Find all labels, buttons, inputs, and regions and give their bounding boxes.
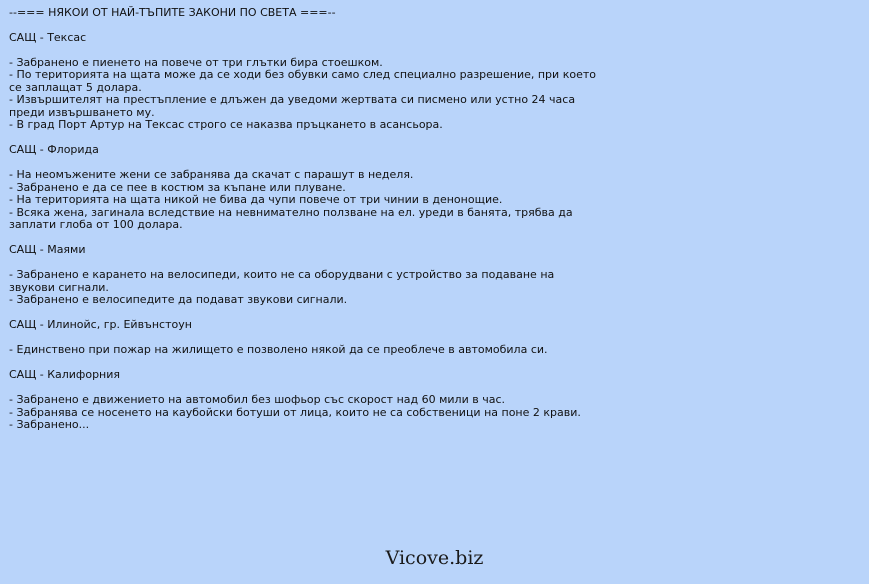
law-item: - Забранено... [9, 418, 90, 431]
law-item: - Всяка жена, загинала вследствие на невнимателно ползване на ел. уреди в банята, трябва да заплати глоба от 100 долара. [9, 205, 573, 231]
section-heading: САЩ - Калифорния [9, 368, 121, 381]
article-body [9, 7, 599, 444]
law-item: - В град Порт Артур на Тексас строго се наказва пръцкането в асансьора. [9, 118, 443, 131]
law-item: - Забранено е карането на велосипеди, които не са оборудвани с устройство за подаване на звукови сигнали. [9, 268, 555, 294]
law-item: - По територията на щата може да се ходи без обувки само след специално разрешение, при което се заплащат 5 долара. [9, 68, 596, 94]
law-item: - Забранено е движението на автомобил без шофьор със скорост над 60 мили в час. [9, 393, 505, 406]
law-item: - Забранено е велосипедите да подават звукови сигнали. [9, 293, 348, 306]
section-heading: САЩ - Маями [9, 243, 86, 256]
law-list [9, 57, 599, 132]
law-item: - Забранено е пиенето на повече от три глътки бира стоешком. [9, 55, 383, 69]
section-heading: САЩ - Илинойс, гр. Ейвънстоун [9, 318, 192, 331]
section-heading: САЩ - Флорида [9, 143, 99, 156]
law-item: - Извършителят на престъпление е длъжен да уведоми жертвата си писмено или устно 24 часа преди извършването му. [9, 93, 576, 119]
law-list [9, 394, 599, 432]
law-item: - На неомъжените жени се забранява да скачат с парашут в неделя. [9, 168, 414, 181]
law-item: - На територията на щата никой не бива да чупи повече от три чинии в денонощие. [9, 193, 503, 206]
law-list [9, 344, 599, 357]
law-item: - Единствено при пожар на жилището е позволено някой да се преоблече в автомобила си. [9, 343, 548, 356]
section-miami [9, 244, 599, 307]
law-list [9, 269, 599, 307]
site-watermark: Vicove.biz [385, 547, 484, 569]
law-item: - Забранено е да се пее в костюм за къпане или плуване. [9, 180, 346, 194]
section-florida [9, 144, 599, 232]
section-heading: САЩ - Тексас [9, 30, 87, 44]
section-texas [9, 32, 599, 132]
law-item: - Забранява се носенето на каубойски ботуши от лица, които не са собственици на поне 2 крави. [9, 405, 581, 419]
section-california [9, 369, 599, 432]
section-illinois [9, 319, 599, 357]
law-list [9, 169, 599, 232]
page-title: --=== НЯКОИ ОТ НАЙ-ТЪПИТЕ ЗАКОНИ ПО СВЕТА ===-- [9, 6, 336, 19]
